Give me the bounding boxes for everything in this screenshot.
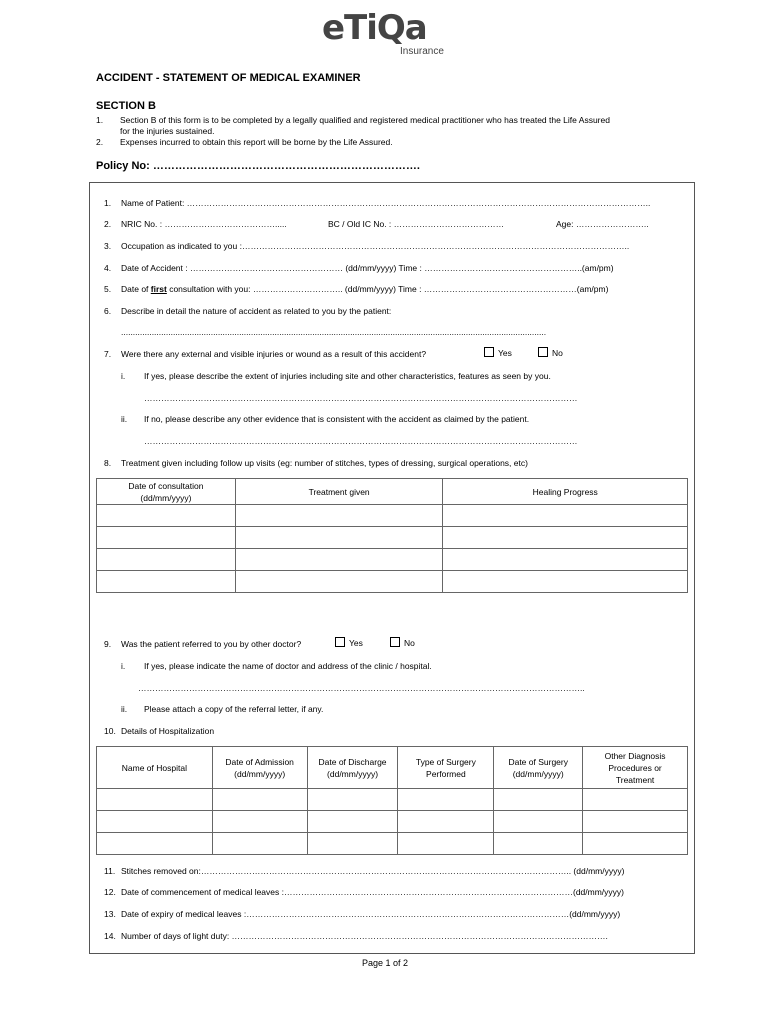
table-cell[interactable]: [235, 527, 443, 549]
q8-label: Treatment given including follow up visits (eg: number of stitches, types of dressing, surgical operations, etc): [121, 458, 528, 468]
q9-label: Was the patient referred to you by other doctor?: [121, 639, 302, 649]
logo-subtitle: Insurance: [400, 46, 444, 57]
hospitalization-table: [96, 746, 688, 855]
table-cell[interactable]: [212, 789, 307, 811]
table-row: [97, 789, 688, 811]
table-row: [97, 505, 688, 527]
patient-name-field[interactable]: Name of Patient: ………………………………………………………………………………………………………………………………………………..: [121, 198, 651, 208]
light-duty-days-field[interactable]: Number of days of light duty: …………………………………………………………………………………………………………………….: [121, 931, 608, 941]
q14-number: 14.: [104, 931, 116, 941]
col-date-of-consultation: Date of consultation (dd/mm/yyyy): [97, 479, 236, 505]
table-row: [97, 571, 688, 593]
table-cell[interactable]: [97, 833, 213, 855]
accident-description-field[interactable]: ....................................................................................................................................................................................: [121, 327, 547, 337]
accident-date-time-field[interactable]: Date of Accident : ……………………………………………… (dd/mm/yyyy) Time : ………………………………………………..(am/pm): [121, 263, 614, 273]
table-cell[interactable]: [97, 571, 236, 593]
note-2-number: 2.: [96, 137, 104, 147]
occupation-field[interactable]: Occupation as indicated to you :………………………………………………………………………………………………………………………..: [121, 241, 630, 251]
page-number: Page 1 of 2: [361, 958, 409, 968]
table-cell[interactable]: [307, 811, 398, 833]
table-cell[interactable]: [235, 505, 443, 527]
stitches-removed-field[interactable]: Stitches removed on:………………………………………………………………………………………………………………….. (dd/mm/yyyy): [121, 866, 625, 876]
q9i-number: i.: [121, 661, 126, 671]
q9ii-number: ii.: [121, 704, 128, 714]
q7ii-number: ii.: [121, 414, 128, 424]
table-cell[interactable]: [443, 527, 688, 549]
note-1-number: 1.: [96, 115, 104, 125]
q7-number: 7.: [104, 349, 112, 359]
q7i-label: If yes, please describe the extent of injuries including site and other characteristics, features as seen by you.: [144, 371, 551, 381]
q3-number: 3.: [104, 241, 112, 251]
table-cell[interactable]: [235, 571, 443, 593]
q9-no-option[interactable]: No: [390, 637, 415, 648]
q9-yes-option[interactable]: Yes: [335, 637, 363, 648]
note-2-text: Expenses incurred to obtain this report will be borne by the Life Assured.: [120, 137, 393, 147]
table-cell[interactable]: [583, 833, 688, 855]
q11-number: 11.: [104, 866, 116, 876]
table-cell[interactable]: [307, 833, 398, 855]
medical-leave-start-field[interactable]: Date of commencement of medical leaves :…………………………………………………………………………………………(dd/mm/yyyy): [121, 887, 624, 897]
table-cell[interactable]: [398, 833, 494, 855]
q12-number: 12.: [104, 887, 116, 897]
q8-number: 8.: [104, 458, 112, 468]
q13-number: 13.: [104, 909, 116, 919]
form-title: ACCIDENT - STATEMENT OF MEDICAL EXAMINER: [96, 72, 361, 84]
table-cell[interactable]: [494, 811, 583, 833]
injuries-description-field[interactable]: ………………………………………………………………………………………………………………………………………: [144, 393, 578, 403]
table-row: [97, 833, 688, 855]
age-field[interactable]: Age: ……………………..: [556, 219, 649, 229]
q10-number: 10.: [104, 726, 116, 736]
q7-no-checkbox[interactable]: [538, 347, 548, 357]
etiqa-logo: eTiQa: [322, 8, 427, 48]
q2-number: 2.: [104, 219, 112, 229]
table-cell[interactable]: [97, 789, 213, 811]
table-cell[interactable]: [443, 505, 688, 527]
q7-yes-option[interactable]: Yes: [484, 347, 512, 358]
q6-label: Describe in detail the nature of accident as related to you by the patient:: [121, 306, 392, 316]
q9-number: 9.: [104, 639, 112, 649]
q6-number: 6.: [104, 306, 112, 316]
table-cell[interactable]: [97, 811, 213, 833]
note-1-text-cont: for the injuries sustained.: [120, 126, 215, 136]
q9-yes-checkbox[interactable]: [335, 637, 345, 647]
table-cell[interactable]: [398, 811, 494, 833]
col-date-of-admission: Date of Admission (dd/mm/yyyy): [212, 747, 307, 789]
table-cell[interactable]: [212, 811, 307, 833]
table-cell[interactable]: [443, 571, 688, 593]
table-cell[interactable]: [97, 527, 236, 549]
q7ii-label: If no, please describe any other evidence that is consistent with the accident as claimed by the patient.: [144, 414, 530, 424]
q9-no-checkbox[interactable]: [390, 637, 400, 647]
q4-number: 4.: [104, 263, 112, 273]
col-name-of-hospital: Name of Hospital: [97, 747, 213, 789]
table-cell[interactable]: [443, 549, 688, 571]
col-treatment-given: Treatment given: [235, 479, 443, 505]
treatment-table: [96, 478, 688, 593]
q9i-label: If yes, please indicate the name of doctor and address of the clinic / hospital.: [144, 661, 432, 671]
table-cell[interactable]: [97, 505, 236, 527]
table-cell[interactable]: [97, 549, 236, 571]
q9ii-label: Please attach a copy of the referral letter, if any.: [144, 704, 324, 714]
table-cell[interactable]: [307, 789, 398, 811]
table-row: [97, 549, 688, 571]
table-cell[interactable]: [494, 833, 583, 855]
col-type-of-surgery: Type of Surgery Performed: [398, 747, 494, 789]
q1-number: 1.: [104, 198, 112, 208]
nric-field[interactable]: NRIC No. : ………………………………….....: [121, 219, 287, 229]
first-consultation-field[interactable]: Date of first consultation with you: ………………………….. (dd/mm/yyyy) Time : ………………………………………………(am/pm): [121, 284, 609, 294]
q7-yes-checkbox[interactable]: [484, 347, 494, 357]
table-row: [97, 527, 688, 549]
note-1-text: Section B of this form is to be completed by a legally qualified and registered medical practitioner who has treated the Life Assured: [120, 115, 610, 125]
q5-number: 5.: [104, 284, 112, 294]
other-evidence-field[interactable]: ………………………………………………………………………………………………………………………………………: [144, 436, 578, 446]
table-cell[interactable]: [212, 833, 307, 855]
q7-label: Were there any external and visible injuries or wound as a result of this accident?: [121, 349, 427, 359]
old-ic-field[interactable]: BC / Old IC No. : …………………………………: [328, 219, 505, 229]
policy-number-field[interactable]: Policy No: ……………………………………………………………….: [96, 160, 420, 172]
q7i-number: i.: [121, 371, 126, 381]
referring-doctor-field[interactable]: …………………………………………………………………………………………………………………………………………..: [138, 683, 585, 693]
table-cell[interactable]: [583, 789, 688, 811]
col-other-diagnosis: Other Diagnosis Procedures or Treatment: [583, 747, 688, 789]
section-heading: SECTION B: [96, 100, 156, 112]
table-cell[interactable]: [235, 549, 443, 571]
table-cell[interactable]: [398, 789, 494, 811]
col-date-of-surgery: Date of Surgery (dd/mm/yyyy): [494, 747, 583, 789]
table-cell[interactable]: [494, 789, 583, 811]
col-healing-progress: Healing Progress: [443, 479, 688, 505]
col-date-of-discharge: Date of Discharge (dd/mm/yyyy): [307, 747, 398, 789]
q10-label: Details of Hospitalization: [121, 726, 215, 736]
table-row: [97, 811, 688, 833]
medical-leave-end-field[interactable]: Date of expiry of medical leaves :……………………………………………………………………………………………………(dd/mm/yyyy): [121, 909, 621, 919]
table-cell[interactable]: [583, 811, 688, 833]
q7-no-option[interactable]: No: [538, 347, 563, 358]
